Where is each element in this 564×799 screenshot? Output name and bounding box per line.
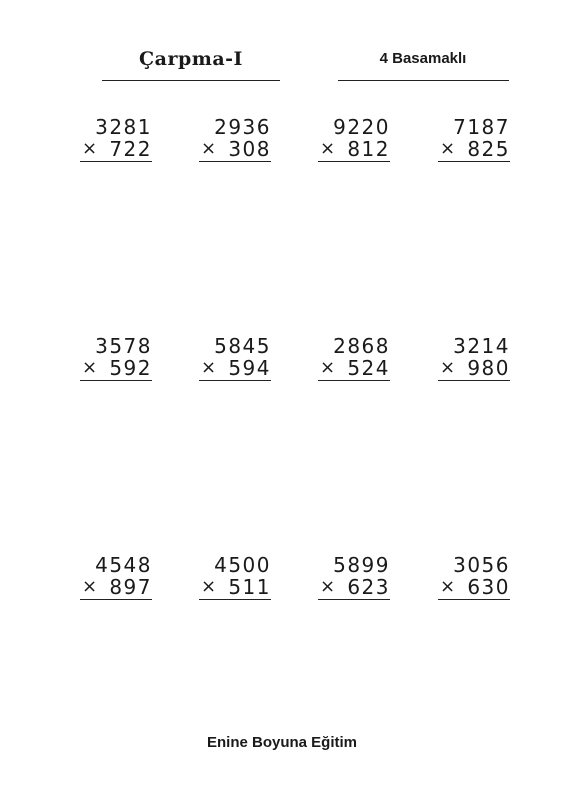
multiplier-row bbox=[199, 357, 271, 381]
multiplier: 722 bbox=[109, 137, 152, 161]
multiplicand: 3281 bbox=[95, 115, 152, 139]
multiplier-row bbox=[80, 357, 152, 381]
multiplier-row bbox=[438, 357, 510, 381]
multiplier-row bbox=[199, 576, 271, 600]
times-icon: × bbox=[320, 138, 337, 159]
multiplier-row bbox=[318, 576, 390, 600]
multiplicand: 3578 bbox=[95, 334, 152, 358]
multiplicand: 4548 bbox=[95, 553, 152, 577]
times-icon: × bbox=[82, 138, 99, 159]
multiplier: 825 bbox=[467, 137, 510, 161]
multiplication-problem bbox=[438, 116, 510, 162]
multiplicand: 5899 bbox=[333, 553, 390, 577]
times-icon: × bbox=[440, 576, 457, 597]
multiplication-problem bbox=[318, 335, 390, 381]
multiplier-row bbox=[80, 138, 152, 162]
multiplier: 812 bbox=[347, 137, 390, 161]
page-subtitle-underline bbox=[338, 80, 509, 81]
multiplier: 980 bbox=[467, 356, 510, 380]
multiplier-row bbox=[80, 576, 152, 600]
multiplier: 594 bbox=[228, 356, 271, 380]
page-title-underline bbox=[102, 80, 280, 81]
times-icon: × bbox=[82, 357, 99, 378]
multiplier-row bbox=[318, 357, 390, 381]
multiplicand: 9220 bbox=[333, 115, 390, 139]
multiplier: 592 bbox=[109, 356, 152, 380]
multiplication-problem bbox=[80, 554, 152, 600]
multiplicand: 5845 bbox=[214, 334, 271, 358]
multiplicand: 2936 bbox=[214, 115, 271, 139]
multiplication-problem bbox=[318, 116, 390, 162]
times-icon: × bbox=[440, 357, 457, 378]
multiplication-problem bbox=[80, 116, 152, 162]
multiplier-row bbox=[438, 576, 510, 600]
multiplier: 630 bbox=[467, 575, 510, 599]
multiplier-row bbox=[438, 138, 510, 162]
times-icon: × bbox=[440, 138, 457, 159]
multiplication-problem bbox=[318, 554, 390, 600]
multiplicand: 4500 bbox=[214, 553, 271, 577]
multiplier: 623 bbox=[347, 575, 390, 599]
multiplication-problem bbox=[438, 554, 510, 600]
times-icon: × bbox=[82, 576, 99, 597]
multiplicand: 3056 bbox=[453, 553, 510, 577]
multiplier: 897 bbox=[109, 575, 152, 599]
multiplication-problem bbox=[80, 335, 152, 381]
multiplication-problem bbox=[199, 335, 271, 381]
page-subtitle: 4 Basamaklı bbox=[379, 50, 467, 67]
times-icon: × bbox=[320, 357, 337, 378]
times-icon: × bbox=[320, 576, 337, 597]
page-title: Çarpma-I bbox=[139, 48, 243, 70]
multiplier: 524 bbox=[347, 356, 390, 380]
multiplier-row bbox=[199, 138, 271, 162]
multiplication-problem bbox=[438, 335, 510, 381]
multiplicand: 2868 bbox=[333, 334, 390, 358]
multiplicand: 3214 bbox=[453, 334, 510, 358]
multiplication-problem bbox=[199, 116, 271, 162]
multiplier-row bbox=[318, 138, 390, 162]
multiplier: 308 bbox=[228, 137, 271, 161]
multiplier: 511 bbox=[228, 575, 271, 599]
multiplication-problem bbox=[199, 554, 271, 600]
times-icon: × bbox=[201, 576, 218, 597]
footer-brand: Enine Boyuna Eğitim bbox=[206, 734, 357, 751]
times-icon: × bbox=[201, 138, 218, 159]
times-icon: × bbox=[201, 357, 218, 378]
multiplicand: 7187 bbox=[453, 115, 510, 139]
